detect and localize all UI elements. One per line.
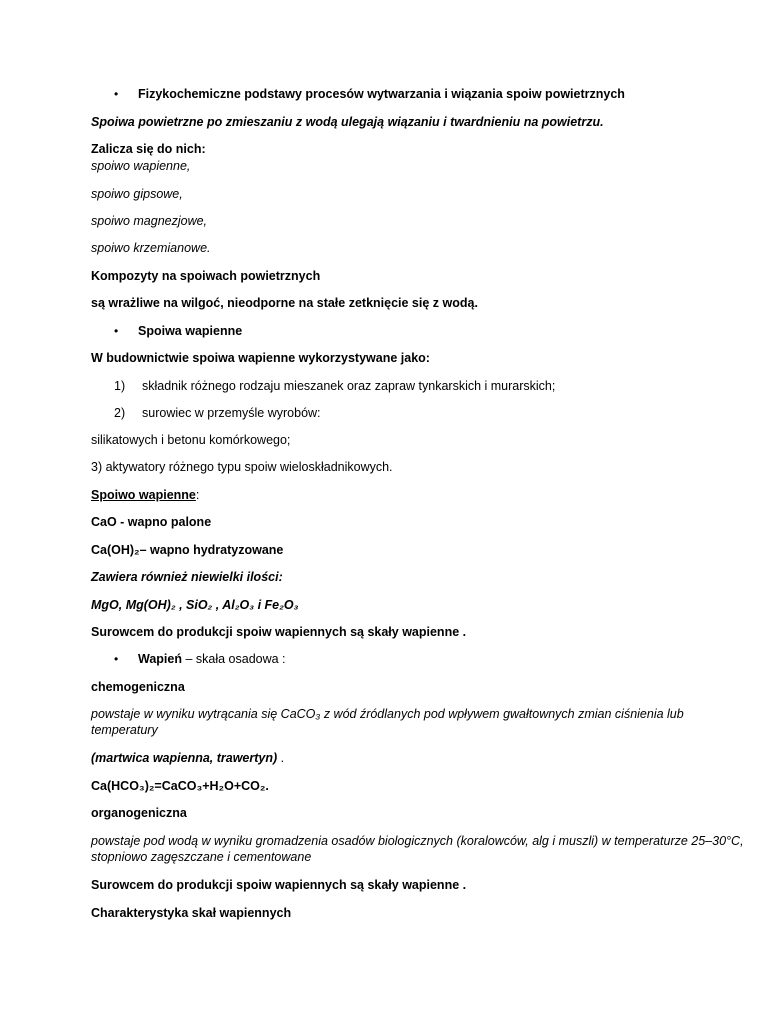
- list-item: spoiwo wapienne,: [91, 159, 191, 173]
- heading-desc: – skała osadowa :: [181, 652, 286, 666]
- paragraph: Kompozyty na spoiwach powietrznych: [91, 269, 321, 283]
- section-heading: Fizykochemiczne podstawy procesów wytwarzania i wiązania spoiw powietrznych: [138, 87, 625, 101]
- paragraph: powstaje w wyniku wytrącania się CaCO₃ z wód źródlanych pod wpływem gwałtownych zmian ciśnienia lub temperatury: [91, 707, 684, 737]
- bullet-icon: •: [114, 324, 119, 338]
- paragraph: organogeniczna: [91, 806, 187, 820]
- colon: :: [195, 488, 200, 502]
- paragraph: [91, 487, 199, 503]
- list-item: składnik różnego rodzaju mieszanek oraz zapraw tynkarskich i murarskich;: [142, 379, 556, 393]
- list-number: 1): [114, 379, 126, 393]
- paragraph: [91, 750, 284, 766]
- bullet-icon: •: [114, 87, 119, 101]
- paragraph: Surowcem do produkcji spoiw wapiennych są skały wapienne .: [91, 878, 467, 892]
- list-item: spoiwo magnezjowe,: [91, 214, 208, 228]
- list-item: surowiec w przemyśle wyrobów:: [142, 406, 321, 420]
- paragraph: powstaje pod wodą w wyniku gromadzenia osadów biologicznych (koralowców, alg i muszli) w temperaturze 25–30°C, stopniowo zagęszczane i cementowane: [91, 834, 744, 864]
- heading-term: Wapień: [138, 652, 182, 666]
- list-number: 2): [114, 406, 126, 420]
- formula: MgO, Mg(OH)₂ , SiO₂ , Al₂O₃ i Fe₂O₃: [91, 598, 299, 612]
- paragraph: Spoiwa powietrzne po zmieszaniu z wodą ulegają wiązaniu i twardnieniu na powietrzu.: [91, 115, 604, 129]
- list-item: spoiwo gipsowe,: [91, 187, 183, 201]
- paragraph: Surowcem do produkcji spoiw wapiennych są skały wapienne .: [91, 625, 467, 639]
- period: .: [277, 751, 285, 765]
- subheading: Spoiwo wapienne: [91, 488, 196, 502]
- section-heading: [138, 651, 286, 667]
- example-names: (martwica wapienna, trawertyn): [91, 751, 278, 765]
- formula: Ca(HCO₃)₂=CaCO₃+H₂O+CO₂.: [91, 779, 269, 793]
- paragraph: CaO - wapno palone: [91, 515, 212, 529]
- list-item: spoiwo krzemianowe.: [91, 241, 211, 255]
- paragraph: silikatowych i betonu komórkowego;: [91, 433, 291, 447]
- paragraph: Ca(OH)₂– wapno hydratyzowane: [91, 543, 284, 557]
- paragraph: Zalicza się do nich:: [91, 142, 206, 156]
- bullet-icon: •: [114, 652, 119, 666]
- paragraph: są wrażliwe na wilgoć, nieodporne na stałe zetknięcie się z wodą.: [91, 296, 478, 310]
- section-heading: Charakterystyka skał wapiennych: [91, 906, 292, 920]
- section-heading: Spoiwa wapienne: [138, 324, 243, 338]
- paragraph: Zawiera również niewielki ilości:: [91, 570, 283, 584]
- paragraph: chemogeniczna: [91, 680, 185, 694]
- paragraph: W budownictwie spoiwa wapienne wykorzystywane jako:: [91, 351, 430, 365]
- paragraph: 3) aktywatory różnego typu spoiw wieloskładnikowych.: [91, 460, 393, 474]
